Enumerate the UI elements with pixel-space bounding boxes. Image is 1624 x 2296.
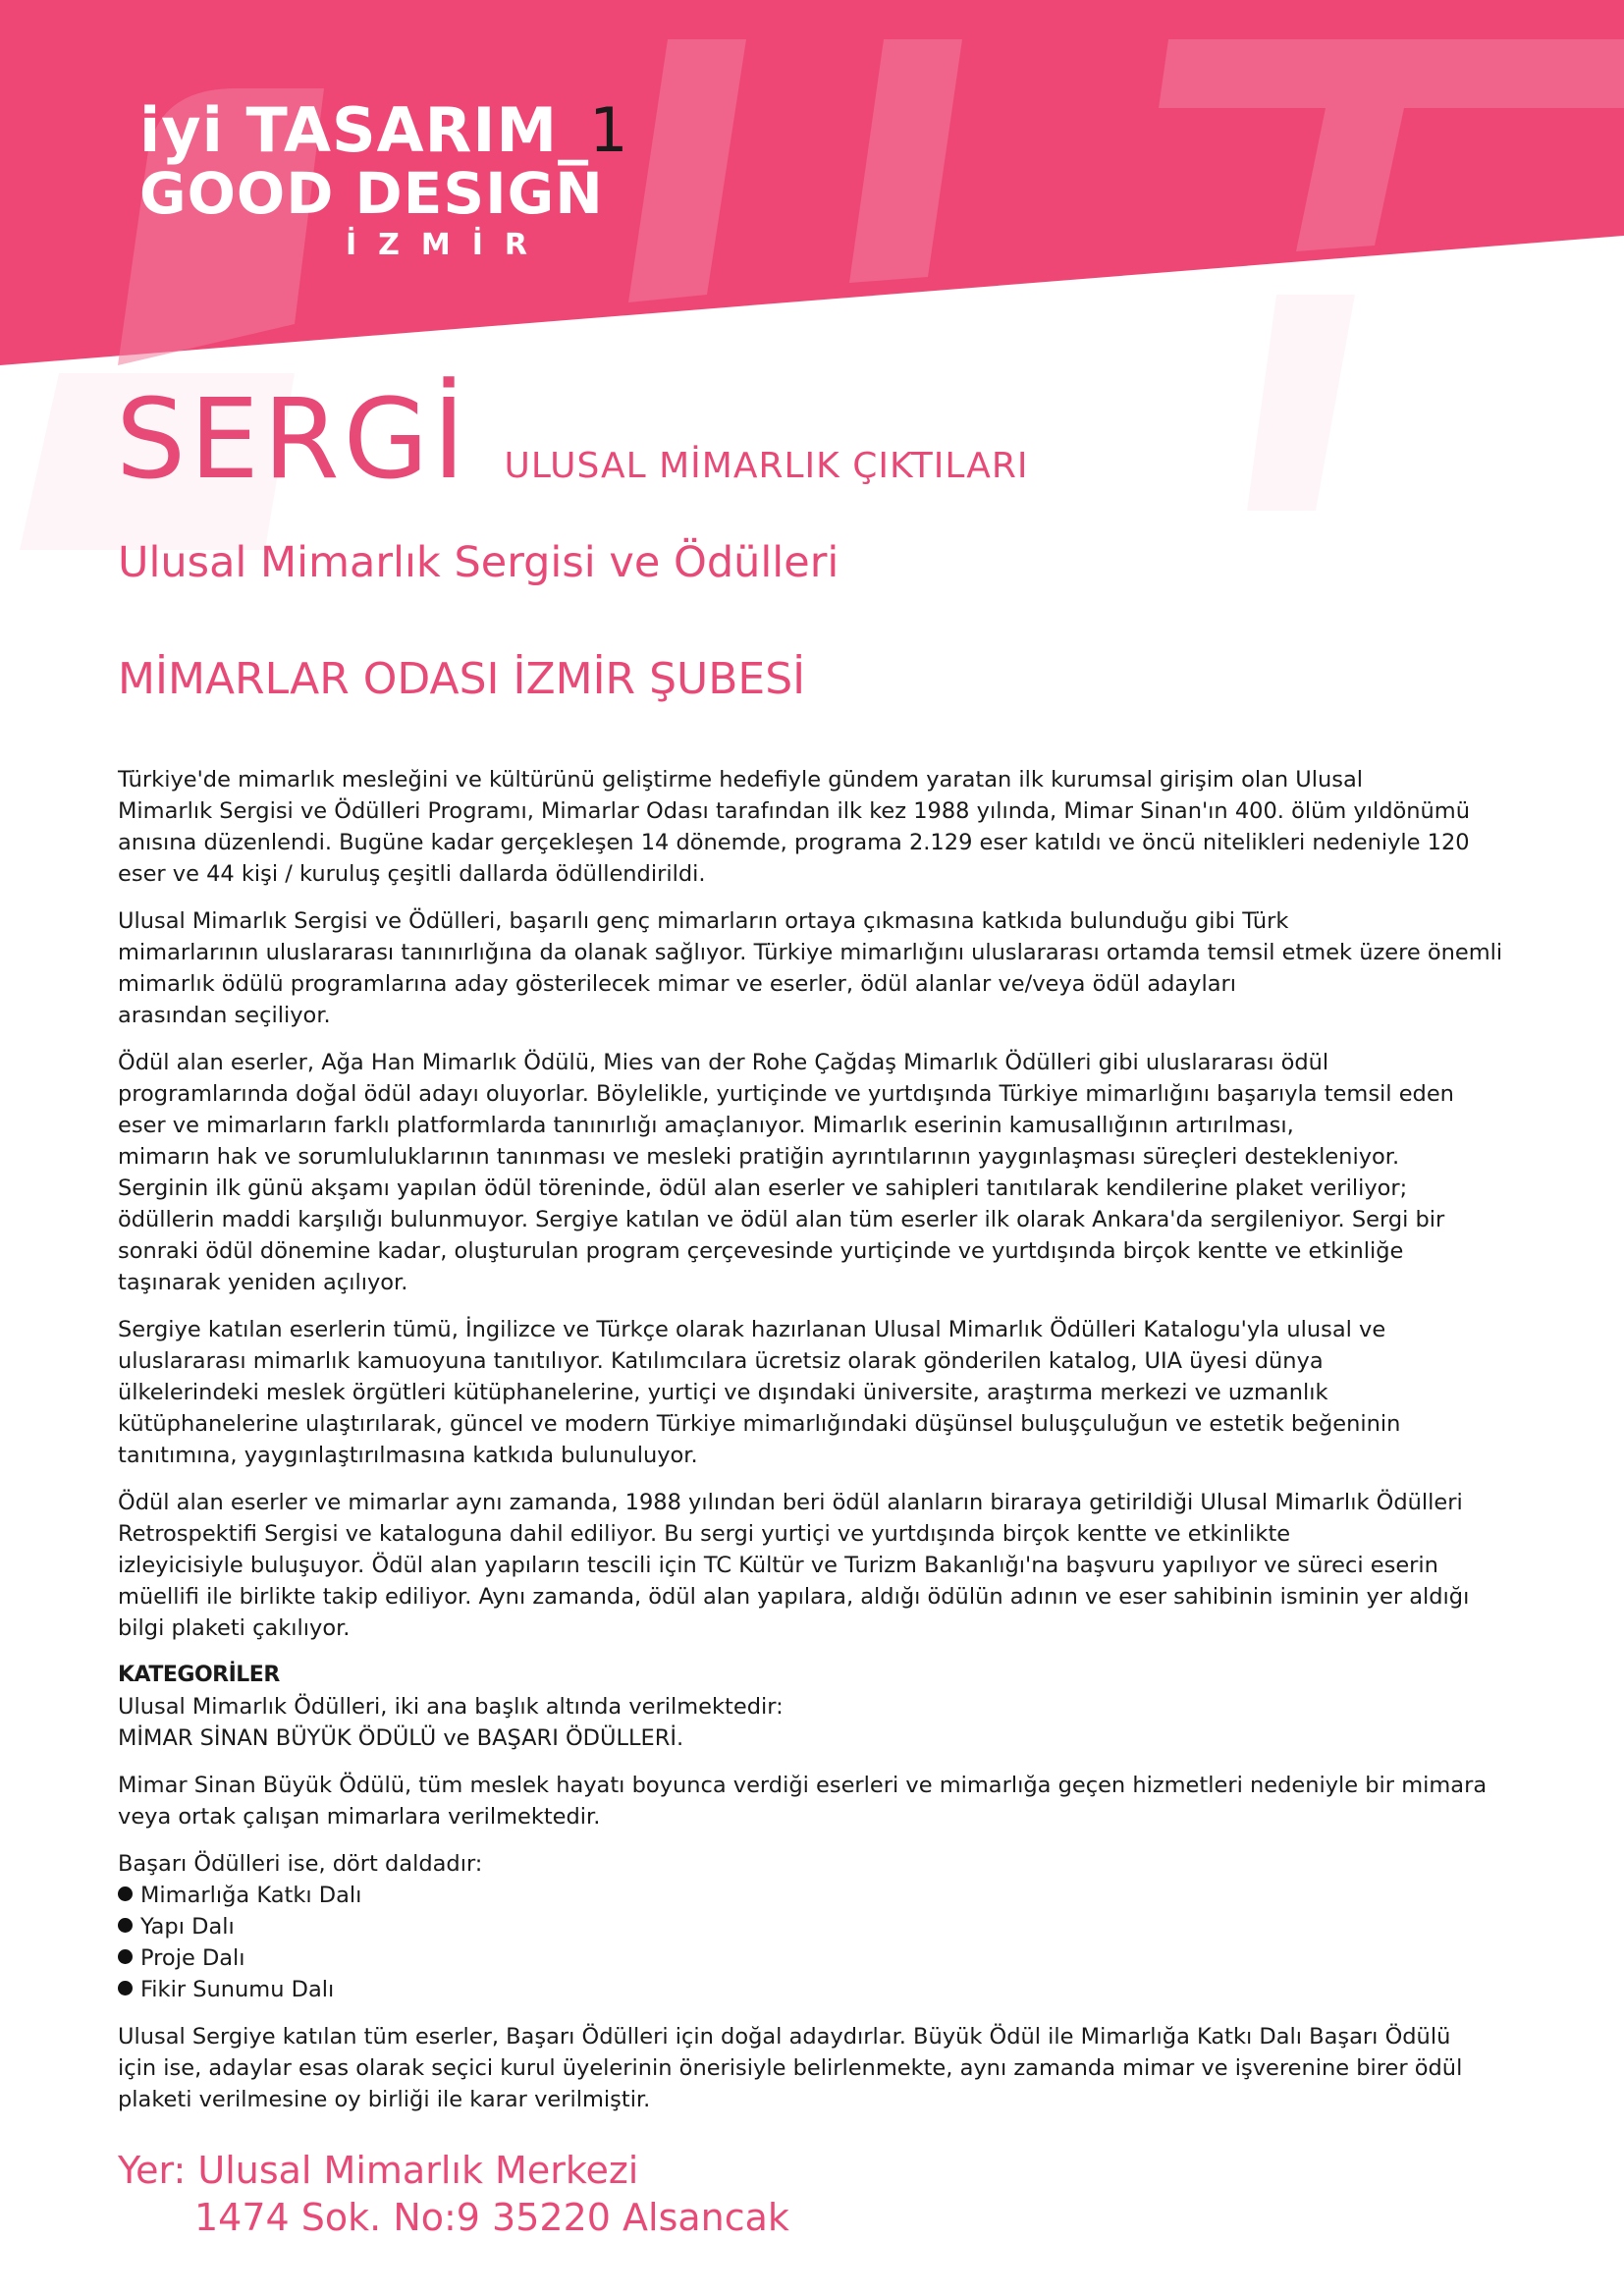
page-title-sub: ULUSAL MİMARLIK ÇIKTILARI (504, 446, 1029, 486)
paragraph-sinan-award: Mimar Sinan Büyük Ödülü, tüm meslek hayatı boyunca verdiği eserleri ve mimarlığa geçen hizmetleri nedeniyle bir mimara veya ortak çalışan mimarlara verilmektedir. (118, 1773, 1488, 1830)
categories-intro: KATEGORİLER Ulusal Mimarlık Ödülleri, iki ana başlık altında verilmektedir: MİMAR SİNAN BÜYÜK ÖDÜLÜ ve BAŞARI ÖDÜLLERİ. (118, 1660, 1512, 1754)
logo-line-en: GOOD DESIGN (139, 160, 604, 227)
paragraph: Ödül alan eserler ve mimarlar aynı zamanda, 1988 yılından beri ödül alanların biraraya getirildiği Ulusal Mimarlık Ödülleri Retrospektifi Sergisi ve kataloguna dahil ediliyor. Bu sergi yurtiçi ve yurtdışında birçok kentte ve etkinlikte izleyicisiyle buluşuyor. Ödül alan yapıların tescili için TC Kültür ve Turizm Bakanlığı'na başvuru yapılıyor ve süreci eserin müellifi ile birlikte takip ediliyor. Aynı zamanda, ödül alan yapılara, aldığı ödülün adının ve eser sahibinin isminin yer aldığı bilgi plaketi çakılıyor. (118, 1490, 1470, 1641)
venue-name: Yer: Ulusal Mimarlık Merkezi (118, 2149, 639, 2192)
venue-address (118, 2147, 789, 2241)
logo (139, 94, 629, 267)
organization-name: MİMARLAR ODASI İZMİR ŞUBESİ (118, 654, 806, 704)
paragraph: Ulusal Mimarlık Sergisi ve Ödülleri, başarılı genç mimarların ortaya çıkmasına katkıda bulunduğu gibi Türk mimarlarının uluslararası tanınırlığına da olanak sağlıyor. Türkiye mimarlığını uluslararası ortamda temsil etmek üzere önemli mimarlık ödülü programlarına aday gösterilecek mimar ve eserler, ödül alanlar ve/veya ödül adayları arasından seçiliyor. (118, 908, 1503, 1028)
page-heading (116, 376, 1029, 504)
bullet-icon (118, 1918, 133, 1933)
body-text (118, 764, 1512, 2131)
list-item: Yapı Dalı (118, 1911, 1512, 1942)
list-item: Fikir Sunumu Dalı (118, 1974, 1512, 2005)
page-title: SERGİ (116, 376, 469, 504)
venue-street: 1474 Sok. No:9 35220 Alsancak (194, 2196, 789, 2239)
paragraph: Sergiye katılan eserlerin tümü, İngilizce ve Türkçe olarak hazırlanan Ulusal Mimarlık Ödülleri Katalogu'yla ulusal ve uluslararası mimarlık kamuoyuna tanıtılıyor. Katılımcılara ücretsiz olarak gönderilen katalog, UIA üyesi dünya ülkelerindeki meslek örgütleri kütüphanelerine, yurtiçi ve dışındaki üniversite, araştırma merkezi ve uzmanlık kütüphanelerine ulaştırılarak, güncel ve modern Türkiye mimarlığındaki düşünsel buluşçuluğun ve estetik beğeninin tanıtımına, yaygınlaştırılmasına katkıda bulunuluyor. (118, 1317, 1401, 1468)
logo-edition-number: 1 (589, 94, 629, 166)
branch-list (118, 1880, 1512, 2005)
bullet-icon (118, 1981, 133, 1995)
paragraph-closing: Ulusal Sergiye katılan tüm eserler, Başarı Ödülleri için doğal adaydırlar. Büyük Ödül ile Mimarlığa Katkı Dalı Başarı Ödülü için ise, adaylar esas olarak seçici kurul üyelerinin önerisiyle belirlenmekte, aynı zamanda mimar ve işverenine birer ödül plaketi verilmesine oy birliği ile karar verilmiştir. (118, 2024, 1463, 2112)
page-subtitle: Ulusal Mimarlık Sergisi ve Ödülleri (118, 538, 839, 587)
success-awards: Başarı Ödülleri ise, dört daldadır: Mimarlığa Katkı Dalı Yapı Dalı Proje Dalı Fikir Sunumu Dalı (118, 1848, 1512, 2005)
bullet-icon (118, 1949, 133, 1964)
paragraph: Türkiye'de mimarlık mesleğini ve kültürünü geliştirme hedefiyle gündem yaratan ilk kurumsal girişim olan Ulusal Mimarlık Sergisi ve Ödülleri Programı, Mimarlar Odası tarafından ilk kez 1988 yılında, Mimar Sinan'ın 400. ölüm yıldönümü anısına düzenlendi. Bugüne kadar gerçekleşen 14 dönemde, programa 2.129 eser katıldı ve öncü nitelikleri nedeniyle 120 eser ve 44 kişi / kuruluş çeşitli dallarda ödüllendirildi. (118, 767, 1470, 887)
bullet-icon (118, 1886, 133, 1901)
logo-city: İZMİR (346, 228, 550, 262)
section-title-categories: KATEGORİLER (118, 1663, 280, 1687)
logo-line-tr: iyi TASARIM_1 (139, 94, 629, 166)
paragraph: Ödül alan eserler, Ağa Han Mimarlık Ödülü, Mies van der Rohe Çağdaş Mimarlık Ödülleri gibi uluslararası ödül programlarında doğal ödül adayı oluyorlar. Böylelikle, yurtiçinde ve yurtdışında Türkiye mimarlığını başarıyla temsil eden eser ve mimarların farklı platformlarda tanınırlığı amaçlanıyor. Mimarlık eserinin kamusallığının artırılması, mimarın hak ve sorumluluklarının tanınması ve mesleki pratiğin ayrıntılarının yaygınlaşması süreçleri destekleniyor. Serginin ilk günü akşamı yapılan ödül töreninde, ödül alan eserler ve sahipleri tanıtılarak kendilerine plaket veriliyor; ödüllerin maddi karşılığı bulunmuyor. Sergiye katılan ve ödül alan tüm eserler ilk olarak Ankara'da sergileniyor. Sergi bir sonraki ödül dönemine kadar, oluşturulan program çerçevesinde yurtiçinde ve yurtdışında birçok kentte ve etkinliğe taşınarak yeniden açılıyor. (118, 1050, 1454, 1295)
list-item: Proje Dalı (118, 1942, 1512, 1974)
list-item: Mimarlığa Katkı Dalı (118, 1880, 1512, 1911)
